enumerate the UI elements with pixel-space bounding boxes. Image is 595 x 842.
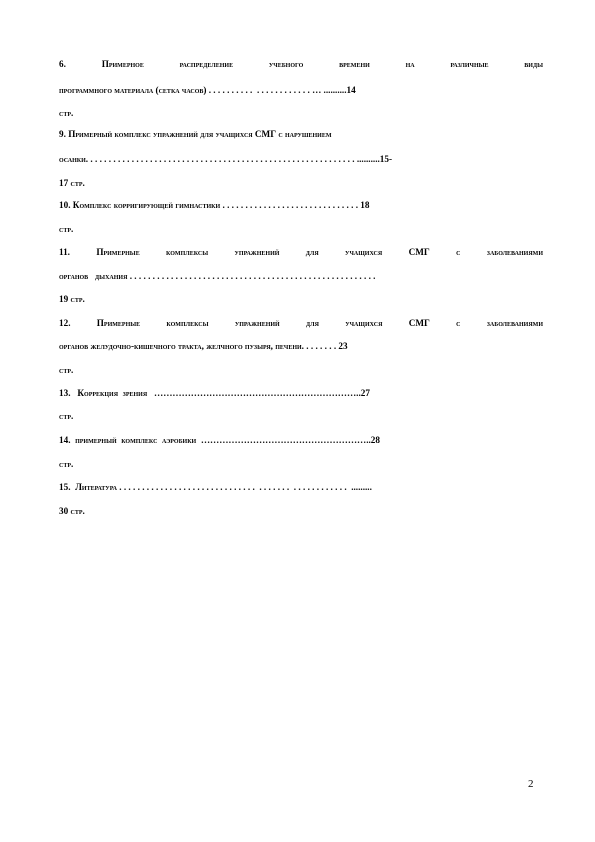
toc-entry-6-line3: стр. xyxy=(59,108,74,118)
toc-entry-12-line1: 12. Примерные комплексы упражнений для учащихся СМГ с заболеваниями xyxy=(59,318,543,328)
toc-entry-15-line1: 15. Литература . . . . . . . . . . . . . . . . . . . . . . . . . . . . . . . . . . . . . . . . . . . . . . . . . ......... xyxy=(59,482,372,492)
toc-entry-10-line1: 10. Комплекс корригирующей гимнастики . . . . . . . . . . . . . . . . . . . . . . . . . . . . . . 18 xyxy=(59,200,370,210)
toc-entry-14-line2: стр. xyxy=(59,459,74,469)
toc-entry-9-line2: осанки. . . . . . . . . . . . . . . . . . . . . . . . . . . . . . . . . . . . . . . . . . . . . . . . . . . . . . . . . . . ..........15- xyxy=(59,154,393,164)
toc-entry-6-line1: 6. Примерное распределение учебного времени на различные виды xyxy=(59,59,543,69)
toc-entry-11-line1: 11. Примерные комплексы упражнений для учащихся СМГ с заболеваниями xyxy=(59,247,543,257)
toc-entry-9-line3: 17 стр. xyxy=(59,178,85,188)
toc-entry-6-line2: программного материала (сетка часов) . . . . . . . . . . . . . . . . . . . . . . … ..........14 xyxy=(59,85,356,95)
toc-entry-10-line2: стр. xyxy=(59,224,74,234)
toc-entry-13-line2: стр. xyxy=(59,411,74,421)
toc-entry-14-line1: 14. примерный комплекс аэробики ………………………………………………..28 xyxy=(59,435,380,445)
toc-entry-15-line2: 30 стр. xyxy=(59,506,85,516)
toc-entry-12-line2: органов желудочно-кишечного тракта, желчного пузыря, печени. . . . . . . . 23 xyxy=(59,341,348,351)
toc-entry-9-line1: 9. Примерный комплекс упражнений для учащихся СМГ с нарушением xyxy=(59,129,332,139)
page-number: 2 xyxy=(528,778,534,790)
toc-entry-11-line3: 19 стр. xyxy=(59,294,85,304)
toc-entry-12-line3: стр. xyxy=(59,365,74,375)
toc-entry-11-line2: органов дыхания . . . . . . . . . . . . . . . . . . . . . . . . . . . . . . . . . . . . . . . . . . . . . . . . . . . . . . xyxy=(59,271,376,281)
toc-entry-13-line1: 13. Коррекция зрения …………………………………………………………..27 xyxy=(59,388,370,398)
